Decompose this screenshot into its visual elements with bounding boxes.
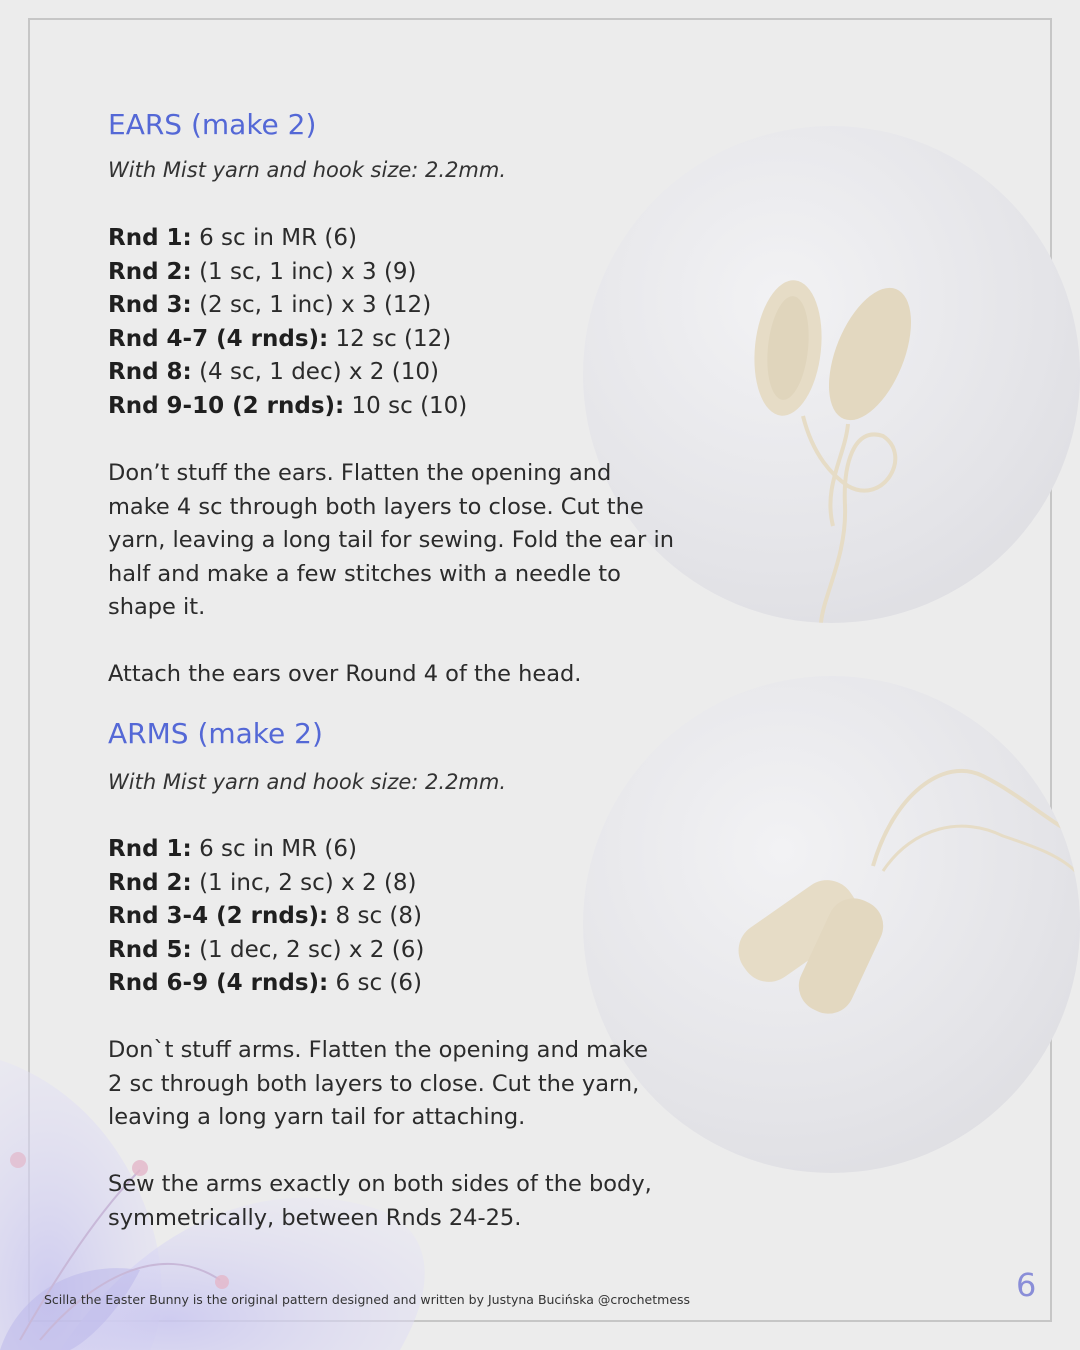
round-text: 12 sc (12) [328, 325, 452, 352]
round-text: (2 sc, 1 inc) x 3 (12) [191, 292, 432, 318]
round-label: Rnd 3-4 (2 rnds): [108, 903, 329, 929]
page-number: 6 [1016, 1266, 1037, 1304]
round-label: Rnd 2: [108, 258, 192, 285]
round-line [108, 356, 467, 390]
round-text: (1 inc, 2 sc) x 2 (8) [191, 869, 417, 896]
round-label: Rnd 9-10 (2 rnds): [108, 392, 345, 419]
round-label: Rnd 1: [108, 225, 192, 251]
arms-instructions [108, 1034, 648, 1135]
arms-subtitle: With Mist yarn and hook size: 2.2mm. [108, 770, 507, 794]
round-text: 10 sc (10) [344, 392, 468, 419]
round-line [108, 900, 424, 934]
text-line: Don`t stuff arms. Flatten the opening and make [108, 1037, 648, 1063]
round-label: Rnd 8: [108, 359, 192, 385]
round-text: (4 sc, 1 dec) x 2 (10) [191, 359, 439, 385]
text-line: 2 sc through both layers to close. Cut the yarn, [108, 1070, 640, 1097]
text-line: Don’t stuff the ears. Flatten the opening and [108, 460, 612, 486]
round-text: 8 sc (8) [328, 903, 422, 929]
round-text: (1 dec, 2 sc) x 2 (6) [191, 936, 425, 963]
arms-rounds [108, 833, 424, 1001]
text-line: half and make a few stitches with a needle to [108, 560, 621, 587]
round-line [108, 867, 424, 901]
arms-photo [583, 676, 1080, 1173]
ears-title: EARS (make 2) [108, 108, 317, 141]
footer-credit: Scilla the Easter Bunny is the original pattern designed and written by Justyna Bucińska @crochetmess [44, 1292, 691, 1307]
ears-instructions [108, 457, 674, 625]
text-line: yarn, leaving a long tail for sewing. Fold the ear in [108, 527, 674, 553]
text-line: make 4 sc through both layers to close. Cut the [108, 493, 644, 520]
round-line [108, 833, 424, 867]
text-line: Sew the arms exactly on both sides of the body, [108, 1171, 652, 1197]
round-line [108, 967, 424, 1001]
text-line: symmetrically, between Rnds 24-25. [108, 1204, 522, 1231]
round-label: Rnd 5: [108, 936, 192, 963]
round-text: 6 sc (6) [328, 970, 422, 996]
round-line [108, 289, 467, 323]
round-line [108, 323, 467, 357]
round-label: Rnd 3: [108, 292, 192, 318]
arms-attach-note [108, 1168, 652, 1235]
round-text: 6 sc in MR (6) [191, 225, 357, 251]
round-label: Rnd 4-7 (4 rnds): [108, 325, 329, 352]
round-label: Rnd 6-9 (4 rnds): [108, 970, 329, 996]
round-line [108, 934, 424, 968]
round-label: Rnd 2: [108, 869, 192, 896]
round-line [108, 390, 467, 424]
ears-subtitle: With Mist yarn and hook size: 2.2mm. [108, 158, 507, 182]
ears-rounds [108, 222, 467, 423]
text-line: leaving a long yarn tail for attaching. [108, 1104, 526, 1130]
round-text: (1 sc, 1 inc) x 3 (9) [191, 258, 417, 285]
ears-attach-note: Attach the ears over Round 4 of the head. [108, 661, 582, 687]
round-text: 6 sc in MR (6) [191, 836, 357, 862]
round-line [108, 222, 467, 256]
arms-title: ARMS (make 2) [108, 717, 323, 750]
round-line [108, 256, 467, 290]
round-label: Rnd 1: [108, 836, 192, 862]
text-line: shape it. [108, 594, 206, 620]
